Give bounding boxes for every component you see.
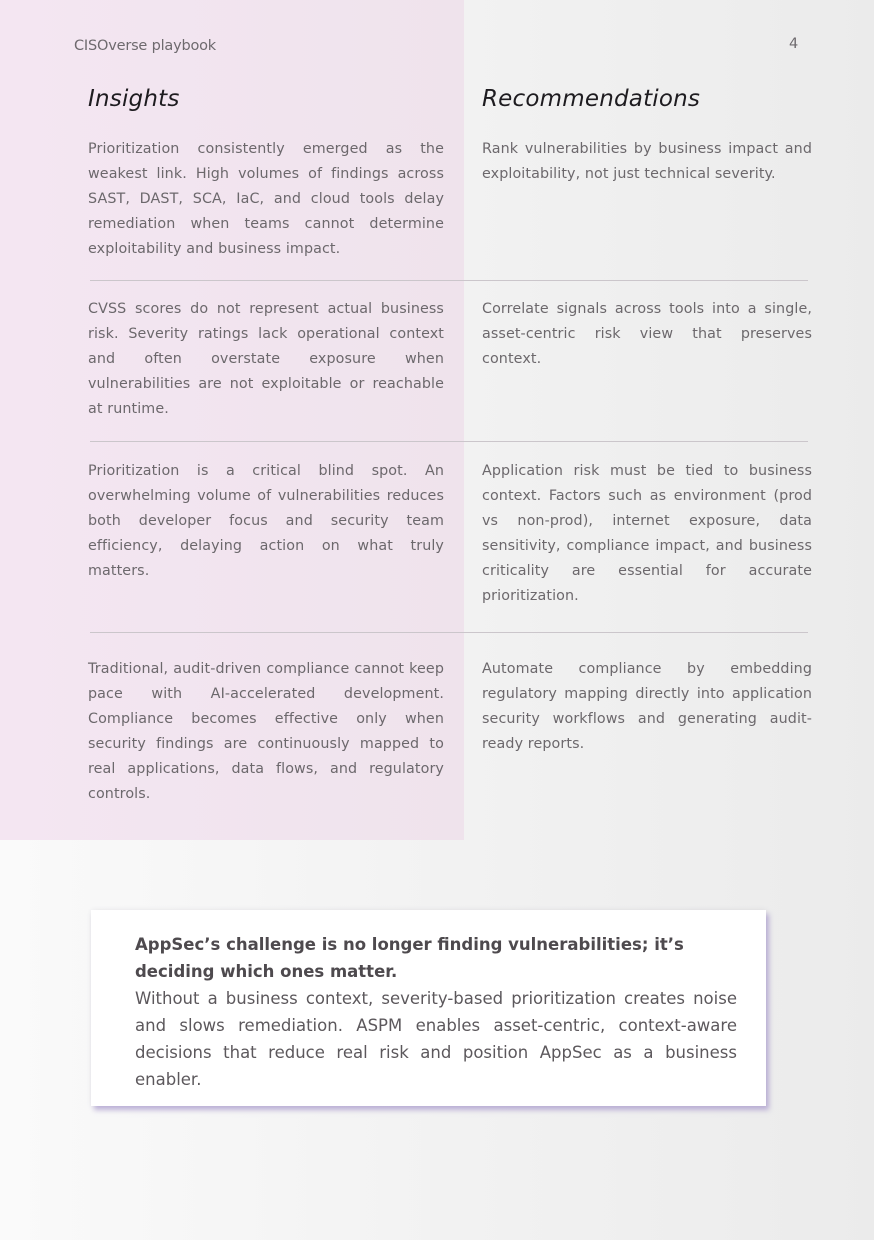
row-divider xyxy=(90,632,808,633)
row-divider xyxy=(90,441,808,442)
insights-heading: Insights xyxy=(88,86,180,112)
callout-headline: AppSec’s challenge is no longer finding vulnerabilities; it’s deciding which ones matter. xyxy=(135,935,684,981)
recommendation-text: Application risk must be tied to business context. Factors such as environment (prod vs non-prod), internet exposure, data sensitivity, compliance impact, and business criticality are essential for accurate prioritization. xyxy=(482,463,812,604)
document-title: CISOverse playbook xyxy=(74,38,217,54)
recommendation-text: Correlate signals across tools into a single, asset-centric risk view that preserves context. xyxy=(482,301,812,367)
row-divider xyxy=(90,280,808,281)
recommendation-text: Automate compliance by embedding regulatory mapping directly into application security workflows and generating audit-ready reports. xyxy=(482,661,812,752)
insight-text: CVSS scores do not represent actual business risk. Severity ratings lack operational context and often overstate exposure when vulnerabilities are not exploitable or reachable at runtime. xyxy=(88,301,444,417)
key-takeaway-callout xyxy=(91,910,766,1106)
recommendation-text: Rank vulnerabilities by business impact and exploitability, not just technical severity. xyxy=(482,141,812,182)
insight-text: Prioritization consistently emerged as the weakest link. High volumes of findings across SAST, DAST, SCA, IaC, and cloud tools delay remediation when teams cannot determine exploitability and business impact. xyxy=(88,141,444,257)
page-number: 4 xyxy=(789,36,799,52)
recommendations-heading: Recommendations xyxy=(482,86,701,112)
callout-body: Without a business context, severity-based prioritization creates noise and slows remediation. ASPM enables asset-centric, context-aware decisions that reduce real risk and position AppSec as a business enabler. xyxy=(135,989,737,1089)
insight-text: Prioritization is a critical blind spot. An overwhelming volume of vulnerabilities reduces both developer focus and security team efficiency, delaying action on what truly matters. xyxy=(88,463,444,579)
insight-text: Traditional, audit-driven compliance cannot keep pace with AI-accelerated development. Compliance becomes effective only when security findings are continuously mapped to real applications, data flows, and regulatory controls. xyxy=(88,661,444,802)
callout-content xyxy=(135,931,737,1093)
